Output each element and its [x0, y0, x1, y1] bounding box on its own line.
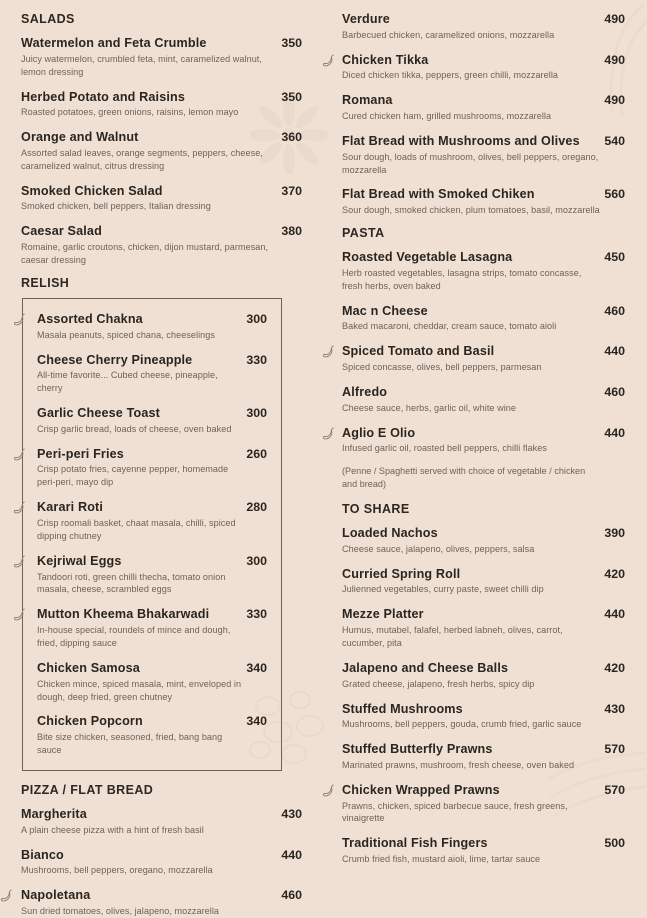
menu-item-price: 280 [246, 500, 267, 515]
menu-item-head [342, 187, 625, 203]
menu-item [332, 526, 625, 556]
menu-item-head [342, 344, 625, 360]
menu-item-description: Romaine, garlic croutons, chicken, dijon mustard, parmesan, caesar dressing [21, 242, 269, 266]
menu-item-price: 440 [604, 607, 625, 622]
menu-section [11, 12, 302, 267]
menu-item-description: Diced chicken tikka, peppers, green chilli, mozzarella [342, 70, 558, 81]
menu-item [332, 836, 625, 866]
menu-item-price: 330 [246, 607, 267, 622]
menu-item [37, 406, 267, 436]
menu-item-head [342, 304, 625, 320]
menu-item-price: 350 [281, 36, 302, 50]
menu-item-description: Grated cheese, jalapeno, fresh herbs, spicy dip [342, 678, 535, 689]
menu-item-head [37, 406, 267, 422]
menu-item-name: Margherita [21, 807, 87, 822]
menu-item-description: In-house special, roundels of mince and dough, fried, dipping sauce [37, 625, 231, 649]
menu-item-name: Aglio E Olio [342, 425, 416, 440]
menu-item-head [21, 184, 302, 200]
menu-item-description: Assorted salad leaves, orange segments, peppers, cheese, caramelized walnut, citrus dressing [21, 147, 263, 171]
menu-item-description: Crisp potato fries, cayenne pepper, homemade peri-peri, mayo dip [37, 464, 229, 488]
menu-item [332, 304, 625, 334]
menu-item-name: Loaded Nachos [342, 526, 438, 541]
menu-column-right [324, 0, 647, 900]
menu-item-name: Verdure [342, 12, 390, 26]
menu-item-description: Cheese sauce, herbs, garlic oil, white wine [342, 402, 517, 413]
menu-item-head [37, 500, 267, 516]
menu-item-head [37, 353, 267, 369]
menu-section [332, 12, 625, 217]
menu-item-head [37, 554, 267, 570]
menu-item-price: 570 [604, 742, 625, 757]
menu-item [11, 184, 302, 214]
menu-item-head [342, 385, 625, 401]
menu-item-price: 420 [604, 660, 625, 675]
menu-item [332, 93, 625, 123]
menu-item-head [342, 661, 625, 677]
chilli-icon [322, 54, 335, 69]
menu-item-head [37, 312, 267, 328]
menu-item-description: Masala peanuts, spiced chana, cheeselings [37, 329, 215, 340]
menu-item-name: Smoked Chicken Salad [21, 183, 163, 198]
menu-item-price: 490 [604, 52, 625, 67]
menu-item-head [342, 426, 625, 442]
menu-item-name: Watermelon and Feta Crumble [21, 36, 207, 50]
menu-item-description: A plain cheese pizza with a hint of fresh basil [21, 824, 204, 835]
chilli-icon [13, 555, 26, 570]
menu-item-description: Sour dough, smoked chicken, plum tomatoes, basil, mozzarella [342, 205, 600, 216]
menu-item-name: Mezze Platter [342, 607, 424, 622]
menu-item-head [21, 848, 302, 864]
menu-item-name: Jalapeno and Cheese Balls [342, 660, 509, 675]
menu-item-name: Herbed Potato and Raisins [21, 89, 186, 104]
menu-item-head [37, 661, 267, 677]
menu-item [332, 53, 625, 83]
menu-item-head [21, 224, 302, 240]
menu-item-name: Romana [342, 93, 393, 108]
menu-item [332, 426, 625, 456]
menu-item [332, 385, 625, 415]
menu-item-head [37, 714, 267, 730]
menu-item-price: 430 [281, 807, 302, 822]
menu-item-description: Roasted potatoes, green onions, raisins, lemon mayo [21, 107, 239, 118]
relish-box [22, 298, 282, 771]
menu-item-head [342, 742, 625, 758]
menu-section [332, 502, 625, 866]
menu-item-head [21, 888, 302, 904]
menu-item-head [342, 567, 625, 583]
menu-item-name: Chicken Wrapped Prawns [342, 782, 500, 797]
menu-item-price: 560 [604, 187, 625, 202]
chilli-icon [322, 427, 335, 442]
menu-item [37, 447, 267, 490]
menu-item-price: 490 [604, 93, 625, 108]
menu-item-price: 390 [604, 526, 625, 541]
menu-item [11, 848, 302, 878]
chilli-icon [13, 313, 26, 328]
menu-item-name: Chicken Samosa [37, 660, 140, 675]
menu-item-price: 380 [281, 224, 302, 239]
chilli-icon [322, 784, 335, 799]
chilli-icon [13, 448, 26, 463]
menu-item-description: Humus, mutabel, falafel, herbed labneh, olives, carrot, cucumber, pita [342, 625, 563, 648]
menu-item-name: Flat Bread with Smoked Chiken [342, 187, 535, 202]
menu-item-name: Spiced Tomato and Basil [342, 344, 495, 359]
menu-item-head [342, 607, 625, 623]
menu-item-name: Orange and Walnut [21, 130, 139, 145]
chilli-icon [13, 608, 26, 623]
menu-item-description: Marinated prawns, mushroom, fresh cheese, oven baked [342, 759, 575, 770]
menu-item-name: Chicken Tikka [342, 52, 429, 67]
menu-item [332, 742, 625, 772]
menu-item-price: 460 [281, 888, 302, 903]
menu-item-head [342, 12, 625, 28]
menu-item-description: Mushrooms, bell peppers, gouda, crumb fried, garlic sauce [342, 719, 582, 730]
menu-item-description: Baked macaroni, cheddar, cream sauce, tomato aioli [342, 321, 557, 332]
menu-item-name: Assorted Chakna [37, 311, 143, 326]
menu-item-head [342, 93, 625, 109]
menu-item-description: Crisp roomali basket, chaat masala, chilli, spiced dipping chutney [37, 518, 236, 541]
menu-item-head [342, 250, 625, 266]
menu-item-head [37, 607, 267, 623]
section-title: SALADS [21, 12, 75, 26]
menu-item [332, 250, 625, 293]
menu-item-price: 440 [604, 425, 625, 440]
menu-item-description: Cheese sauce, jalapeno, olives, peppers, salsa [342, 543, 535, 554]
menu-item-description: Cured chicken ham, grilled mushrooms, mozzarella [342, 111, 552, 122]
menu-item [37, 607, 267, 650]
menu-item [11, 130, 302, 173]
menu-item-price: 460 [604, 303, 625, 318]
menu-item-price: 540 [604, 133, 625, 148]
menu-item [11, 807, 302, 837]
menu-item [332, 783, 625, 826]
menu-item-price: 440 [604, 344, 625, 359]
menu-item-head [21, 36, 302, 52]
menu-item-description: Chicken mince, spiced masala, mint, enveloped in dough, deep fried, green chutney [37, 678, 242, 702]
menu-item-name: Karari Roti [37, 500, 104, 515]
menu-item-name: Kejriwal Eggs [37, 553, 122, 568]
menu-item-head [21, 90, 302, 106]
menu-item-name: Traditional Fish Fingers [342, 836, 488, 851]
menu-item [11, 90, 302, 120]
menu-item-name: Roasted Vegetable Lasagna [342, 250, 513, 265]
menu-item [332, 134, 625, 177]
menu-item-description: Julienned vegetables, curry paste, sweet chilli dip [342, 584, 544, 595]
menu-item-head [342, 836, 625, 852]
menu-item-head [21, 807, 302, 823]
menu-item-description: Bite size chicken, seasoned, fried, bang bang sauce [37, 732, 223, 756]
menu-item-head [21, 130, 302, 146]
menu-item-price: 450 [604, 250, 625, 265]
menu-item-name: Mutton Kheema Bhakarwadi [37, 607, 210, 622]
menu-item [332, 12, 625, 42]
menu-item [332, 661, 625, 691]
menu-item-price: 330 [246, 352, 267, 367]
section-title: PASTA [342, 226, 385, 241]
menu-item-name: Flat Bread with Mushrooms and Olives [342, 133, 580, 148]
menu-section [332, 226, 625, 491]
menu-item [37, 353, 267, 396]
menu-section [11, 276, 302, 771]
chilli-icon [13, 501, 26, 516]
menu-item-name: Cheese Cherry Pineapple [37, 352, 193, 367]
menu-item-name: Curried Spring Roll [342, 566, 461, 581]
menu-item [332, 607, 625, 650]
menu-item-price: 300 [246, 406, 267, 421]
menu-item-price: 500 [604, 836, 625, 851]
menu-item-description: Juicy watermelon, crumbled feta, mint, caramelized walnut, lemon dressing [21, 53, 262, 77]
menu-item-head [342, 53, 625, 69]
menu-item-price: 340 [246, 714, 267, 729]
menu-item [332, 702, 625, 732]
menu-item-head [342, 526, 625, 542]
menu-item-name: Mac n Cheese [342, 303, 428, 318]
menu-item-price: 370 [281, 183, 302, 198]
menu-item-name: Peri-peri Fries [37, 446, 124, 461]
menu-item-price: 300 [246, 311, 267, 326]
section-note: (Penne / Spaghetti served with choice of vegetable / chicken and bread) [342, 466, 586, 490]
menu-item-price: 440 [281, 847, 302, 862]
menu-item-price: 300 [246, 553, 267, 568]
menu-item-description: Crumb fried fish, mustard aioli, lime, tartar sauce [342, 854, 541, 865]
menu-item-name: Chicken Popcorn [37, 714, 143, 729]
menu-item [37, 312, 267, 342]
menu-item-description: Mushrooms, bell peppers, oregano, mozzarella [21, 865, 213, 876]
menu-item-description: Prawns, chicken, spiced barbecue sauce, fresh greens, vinaigrette [342, 800, 568, 824]
menu-item [332, 344, 625, 374]
menu-item-price: 570 [604, 782, 625, 797]
menu-item [11, 224, 302, 267]
menu-item-head [342, 783, 625, 799]
menu-item [37, 661, 267, 704]
menu-item-description: Spiced concasse, olives, bell peppers, parmesan [342, 362, 542, 373]
section-title: TO SHARE [342, 502, 410, 517]
menu-item-price: 460 [604, 384, 625, 399]
menu-item [332, 187, 625, 217]
menu-item-description: Herb roasted vegetables, lasagna strips, tomato concasse, fresh herbs, oven baked [342, 267, 582, 291]
menu-section [11, 783, 302, 918]
menu-item-price: 360 [281, 130, 302, 145]
menu-item-description: Smoked chicken, bell peppers, Italian dressing [21, 201, 211, 212]
menu-item-description: Tandoori roti, green chilli thecha, tomato onion masala, cheese, scrambled eggs [37, 571, 226, 595]
menu-item-price: 420 [604, 566, 625, 581]
menu-item-price: 350 [281, 89, 302, 104]
menu-item-name: Stuffed Butterfly Prawns [342, 742, 493, 757]
menu-item-head [37, 447, 267, 463]
menu-item-price: 490 [604, 12, 625, 26]
menu-item-head [342, 134, 625, 150]
menu-item-name: Garlic Cheese Toast [37, 406, 161, 421]
menu-item-price: 340 [246, 660, 267, 675]
menu-item-description: Crisp garlic bread, loads of cheese, oven baked [37, 423, 232, 434]
menu-item [37, 714, 267, 757]
menu-item-description: Sun dried tomatoes, olives, jalapeno, mozzarella [21, 906, 220, 917]
menu-item-name: Bianco [21, 847, 64, 862]
menu-item [11, 888, 302, 918]
menu-item-description: Sour dough, loads of mushroom, olives, bell peppers, oregano, mozzarella [342, 151, 599, 175]
menu-item-name: Alfredo [342, 384, 388, 399]
menu-item [37, 554, 267, 597]
menu-item-head [342, 702, 625, 718]
menu-item [37, 500, 267, 543]
menu-item-name: Stuffed Mushrooms [342, 701, 463, 716]
chilli-icon [0, 889, 13, 904]
menu-item-description: All-time favorite... Cubed cheese, pineapple, cherry [37, 370, 218, 394]
menu-item [11, 36, 302, 79]
section-title: PIZZA / FLAT BREAD [21, 783, 154, 798]
menu-item-price: 430 [604, 701, 625, 716]
menu-item-name: Napoletana [21, 888, 91, 903]
menu-item-name: Caesar Salad [21, 224, 102, 239]
menu-item-description: Infused garlic oil, roasted bell peppers, chilli flakes [342, 443, 547, 454]
menu-item [332, 567, 625, 597]
menu-item-price: 260 [246, 446, 267, 461]
chilli-icon [322, 345, 335, 360]
menu-item-description: Barbecued chicken, caramelized onions, mozzarella [342, 29, 555, 40]
section-title: RELISH [21, 275, 70, 290]
